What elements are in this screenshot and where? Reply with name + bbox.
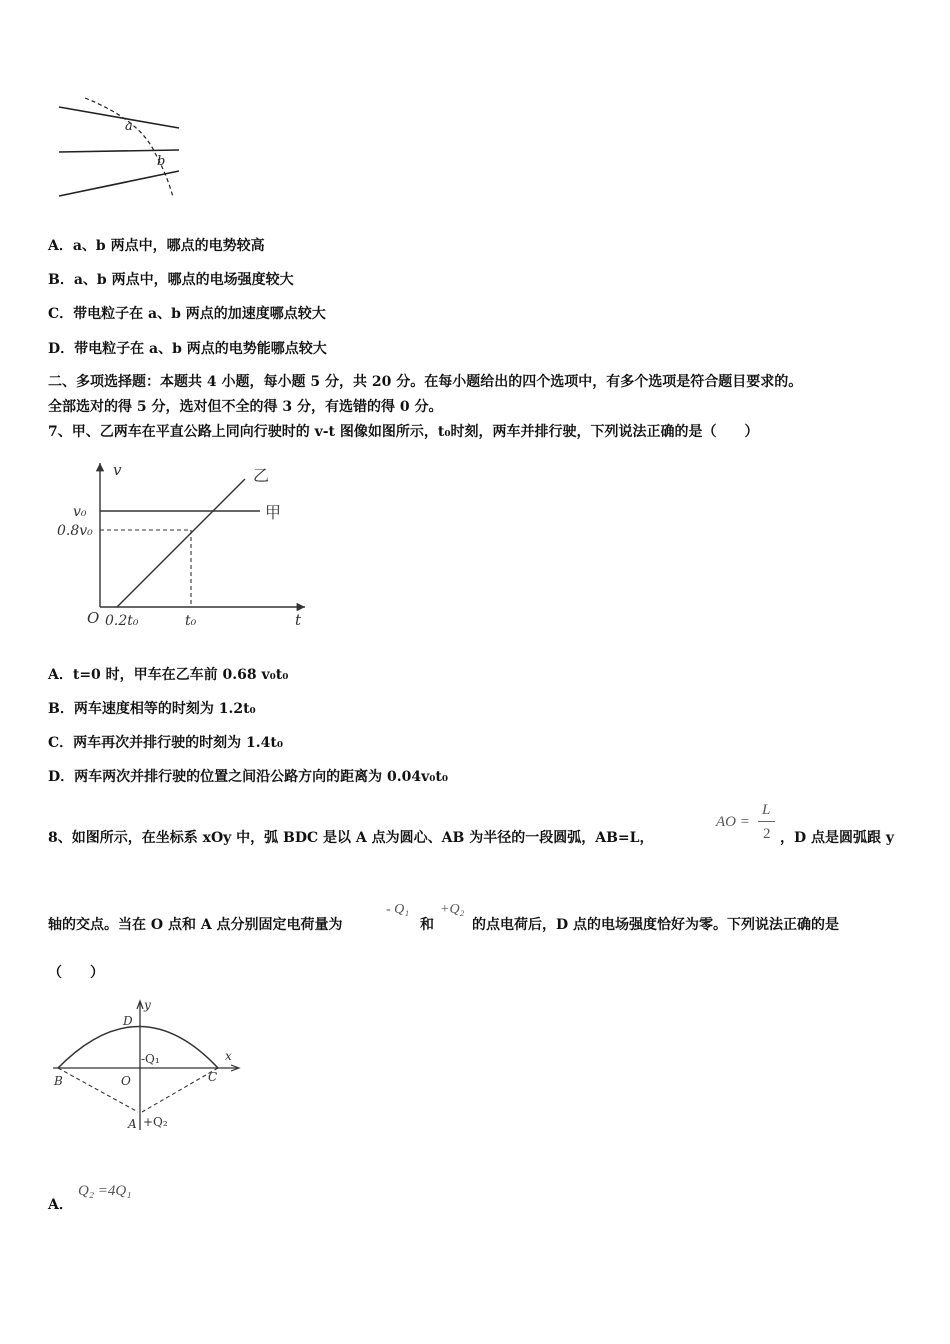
fig8-label-A: A <box>128 1117 137 1131</box>
graph-v-label: v <box>113 461 122 479</box>
graph-origin-label: O <box>87 609 100 627</box>
q8-line1-b: ，D 点是圆弧跟 y <box>780 830 895 846</box>
graph-t-label: t <box>295 611 302 629</box>
q8-formula-numerator: L <box>762 802 771 818</box>
graph-jia-label: 甲 <box>265 503 282 522</box>
q8-charge-neg-q1: - Q₁ <box>386 902 410 917</box>
q8-line2-b: 的点电荷后，D 点的电场强度恰好为零。下列说法正确的是 <box>472 917 840 933</box>
fig8-label-D: D <box>123 1014 133 1028</box>
q7-option-d: D．两车两次并排行驶的位置之间沿公路方向的距离为 0.04v₀t₀ <box>48 769 448 785</box>
q7-stem: 7、甲、乙两车在平直公路上同向行驶时的 v-t 图像如图所示，t₀时刻，两车并排行驶，下列说法正确的是（ ） <box>48 424 759 440</box>
graph-08v0-label: 0.8v₀ <box>57 523 93 539</box>
fig8-label-x: x <box>225 1049 232 1063</box>
q8-line2-a: 轴的交点。当在 O 点和 A 点分别固定电荷量为 <box>48 917 343 933</box>
q7-option-c: C．两车再次并排行驶的时刻为 1.4t₀ <box>48 735 283 751</box>
q7-option-b: B．两车速度相等的时刻为 1.2t₀ <box>48 701 256 717</box>
q8-option-a-formula: Q₂ =4Q₁ <box>78 1183 132 1199</box>
q7-vt-graph <box>55 455 315 635</box>
point-b-label: b <box>157 154 166 169</box>
section2-line2: 全部选对的得 5 分，选对但不全的得 3 分，有选错的得 0 分。 <box>48 399 443 415</box>
q8-line2-mid: 和 <box>420 917 434 933</box>
point-a-label: a <box>125 119 133 134</box>
q6-option-d: D．带电粒子在 a、b 两点的电势能哪点较大 <box>48 341 327 357</box>
fig8-label-y: y <box>144 998 151 1012</box>
q8-formula-ao: AO = <box>716 814 750 830</box>
q8-fraction-bar <box>758 821 775 822</box>
q8-line1-a: 8、如图所示，在坐标系 xOy 中，弧 BDC 是以 A 点为圆心、AB 为半径的一段圆弧，AB=L， <box>48 830 654 846</box>
figure-field-lines <box>55 95 185 205</box>
q8-figure <box>45 995 245 1145</box>
q8-option-a-label: A． <box>48 1197 73 1213</box>
fig8-label-negQ1: -Q₁ <box>141 1052 160 1066</box>
graph-yi-label: 乙 <box>253 466 270 485</box>
fig8-label-posQ2: +Q₂ <box>143 1115 168 1129</box>
q8-formula-denominator: 2 <box>763 826 771 842</box>
fig8-label-B: B <box>54 1074 63 1088</box>
fig8-label-C: C <box>208 1070 218 1084</box>
graph-02t0-label: 0.2t₀ <box>105 613 139 629</box>
q6-option-b: B．a、b 两点中，哪点的电场强度较大 <box>48 272 294 288</box>
q6-option-c: C．带电粒子在 a、b 两点的加速度哪点较大 <box>48 306 326 322</box>
graph-v0-label: v₀ <box>73 504 87 520</box>
q8-line3: （ ） <box>48 965 104 981</box>
q7-option-a: A．t=0 时，甲车在乙车前 0.68 v₀t₀ <box>48 667 289 683</box>
fig8-label-O: O <box>121 1074 131 1088</box>
q8-charge-pos-q2: +Q₂ <box>440 902 465 917</box>
graph-t0-label: t₀ <box>185 613 197 629</box>
section2-line1: 二、多项选择题：本题共 4 小题，每小题 5 分，共 20 分。在每小题给出的四个选项中，有多个选项是符合题目要求的。 <box>48 374 803 390</box>
q6-option-a: A．a、b 两点中，哪点的电势较高 <box>48 238 265 254</box>
